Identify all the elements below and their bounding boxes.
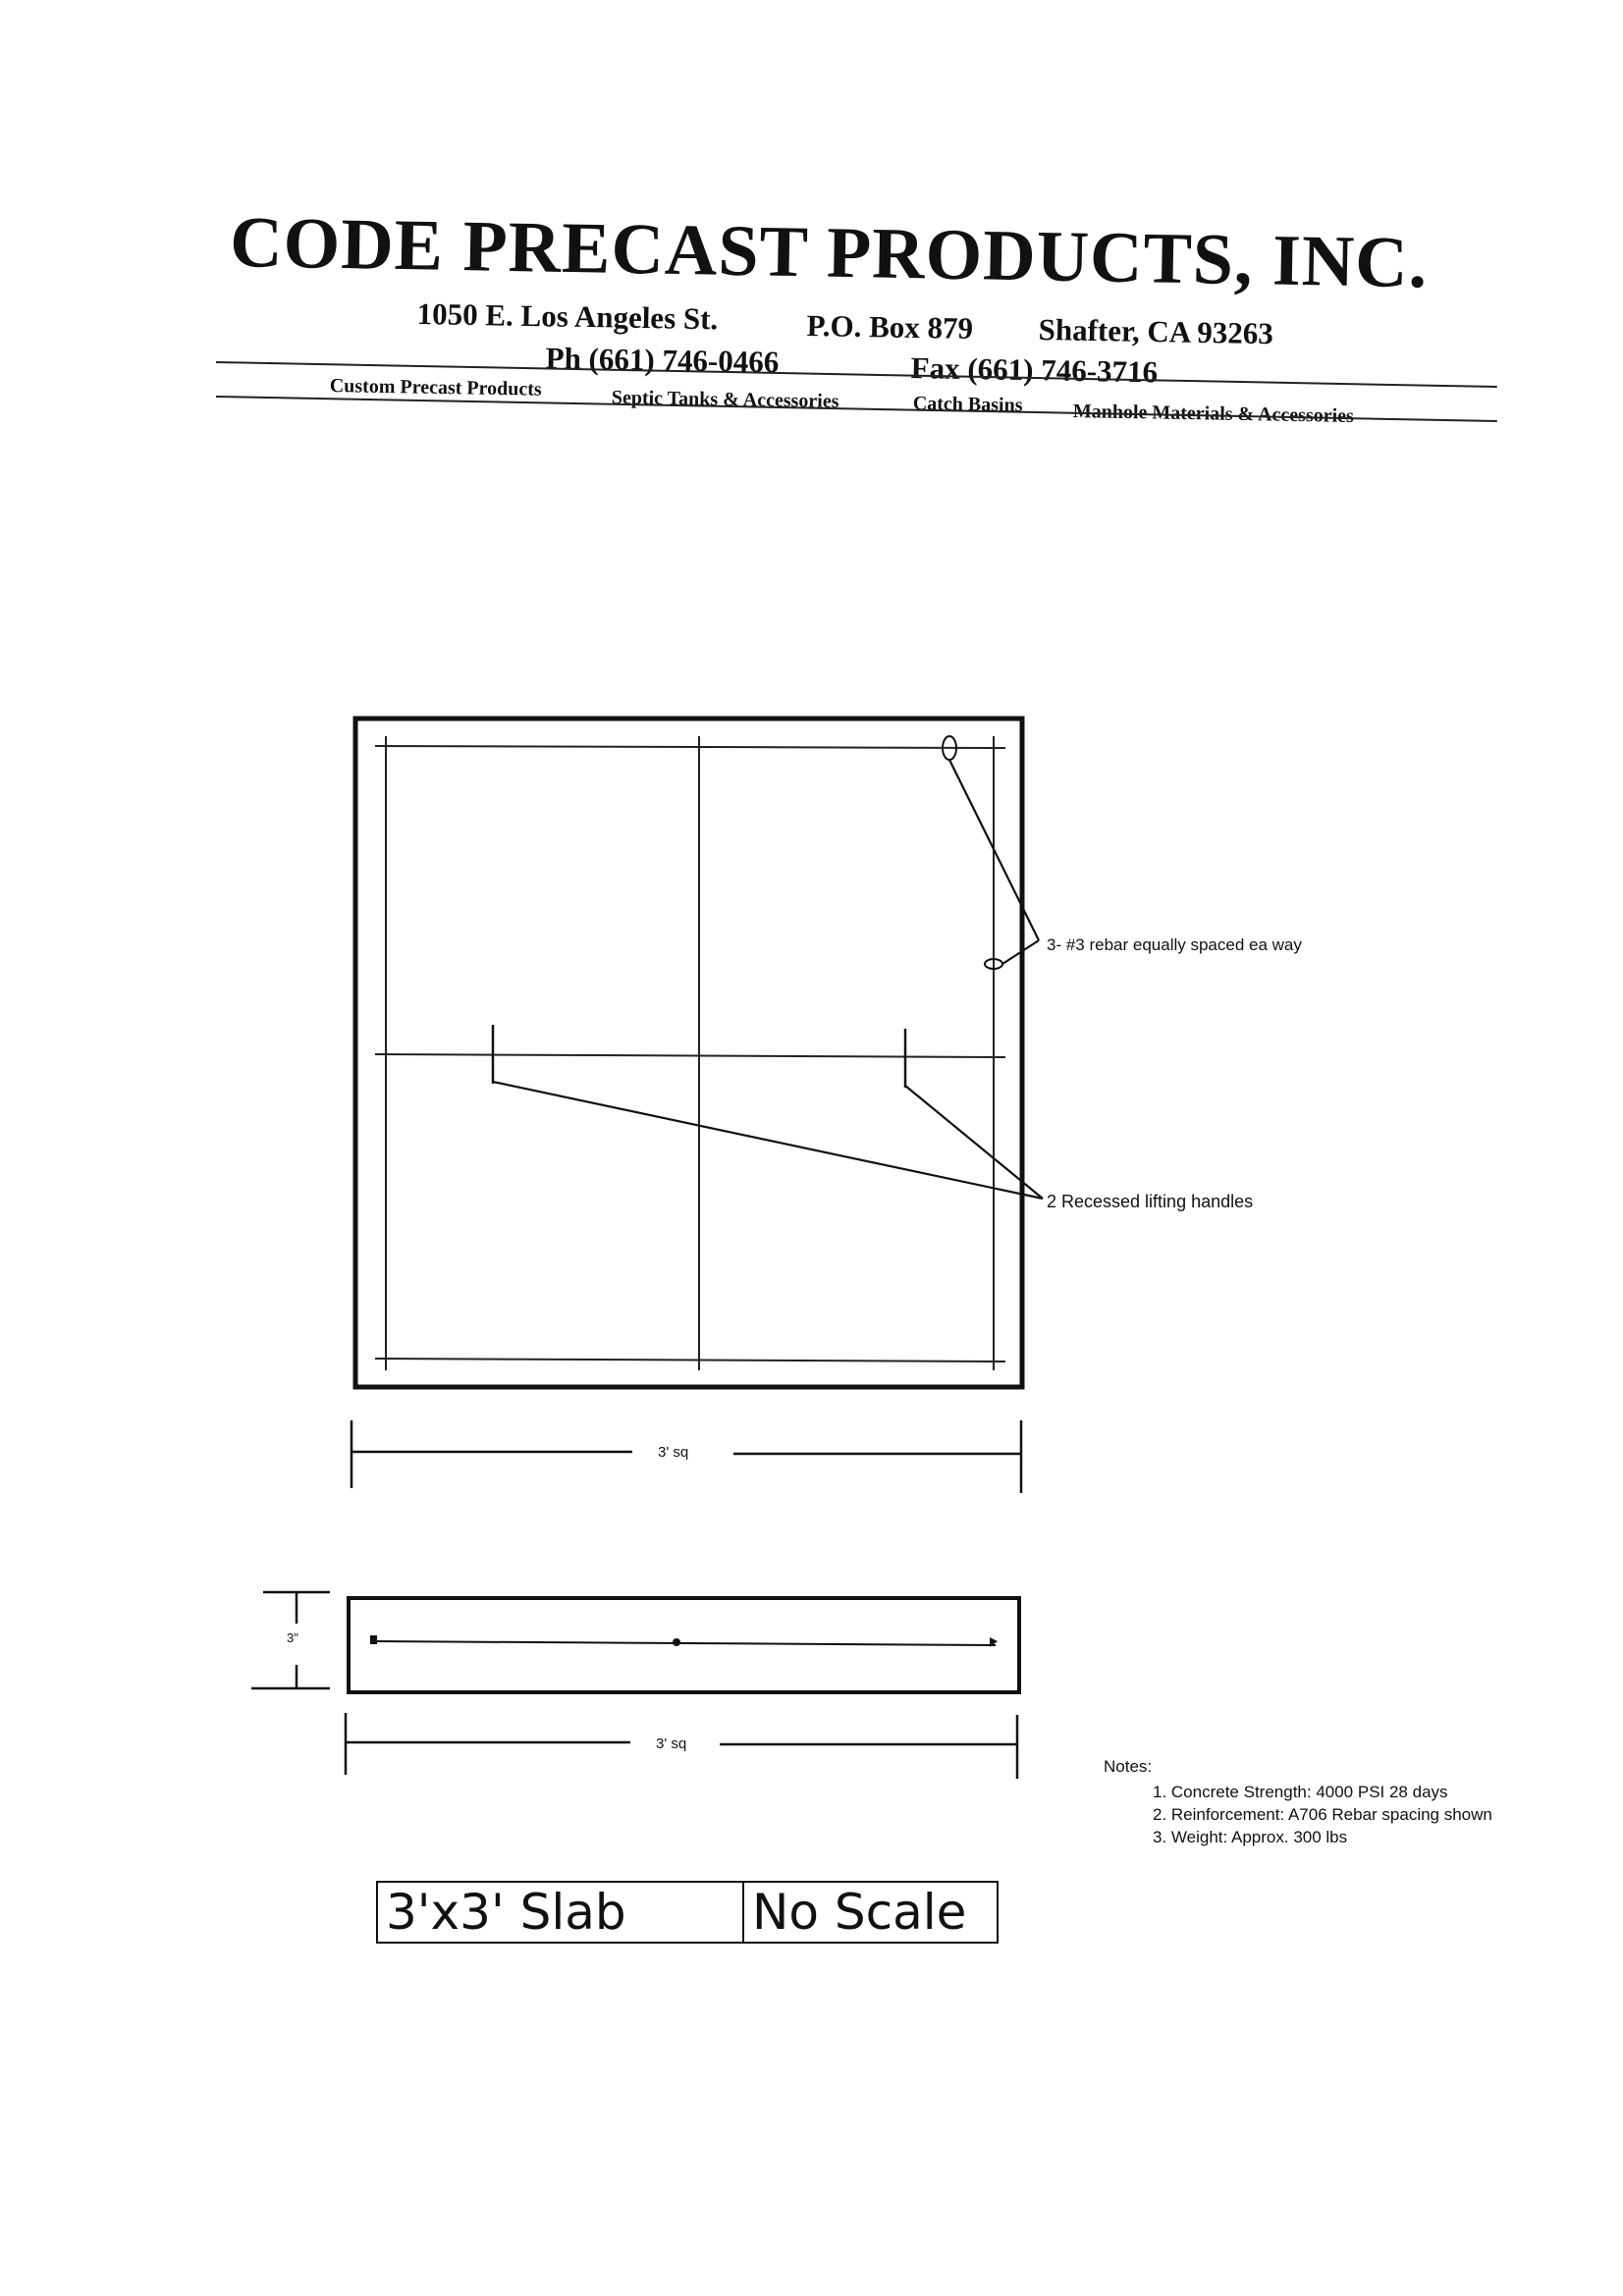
note-item: 1. Concrete Strength: 4000 PSI 28 days	[1153, 1783, 1448, 1801]
rebar-grid	[375, 736, 1005, 1370]
fax-number: Fax (661) 746-3716	[910, 350, 1159, 390]
service-custom-precast: Custom Precast Products	[329, 375, 542, 400]
plan-view	[355, 719, 1302, 1387]
handle-leader-left	[493, 1082, 1043, 1199]
note-item: 3. Weight: Approx. 300 lbs	[1153, 1828, 1348, 1846]
po-box: P.O. Box 879	[806, 308, 974, 346]
handles-callout: 2 Recessed lifting handles	[1047, 1192, 1254, 1211]
address: 1050 E. Los Angeles St.	[416, 296, 719, 337]
rebar-middle-horizontal	[375, 1054, 1005, 1057]
rebar-top	[375, 746, 1005, 748]
leader-lines	[493, 760, 1043, 1199]
section-rebar	[373, 1641, 996, 1645]
city-state-zip: Shafter, CA 93263	[1038, 312, 1274, 351]
scale-label: No Scale	[752, 1884, 967, 1941]
rebar-bottom	[375, 1359, 1005, 1362]
service-catch-basins: Catch Basins	[912, 393, 1023, 416]
title-block	[376, 1881, 999, 1944]
service-septic-tanks: Septic Tanks & Accessories	[611, 387, 839, 413]
slab-outline	[355, 719, 1022, 1387]
thickness-label: 3"	[287, 1630, 298, 1645]
section-rebar-end-left	[370, 1635, 377, 1644]
company-name: CODE PRECAST PRODUCTS, INC.	[229, 201, 1429, 304]
service-manhole-materials: Manhole Materials & Accessories	[1072, 400, 1355, 427]
notes-block	[1104, 1757, 1492, 1850]
phone-number: Ph (661) 746-0466	[545, 341, 780, 380]
section-dimension-label: 3' sq	[656, 1735, 687, 1752]
section-view	[349, 1598, 1019, 1692]
notes-title: Notes:	[1104, 1757, 1153, 1776]
drawing-title: 3'x3' Slab	[378, 1883, 744, 1942]
rebar-callout: 3- #3 rebar equally spaced ea way	[1047, 935, 1302, 954]
plan-dimension-label: 3' sq	[658, 1444, 689, 1461]
section-rebar-dot	[673, 1638, 680, 1646]
note-item: 2. Reinforcement: A706 Rebar spacing shown	[1153, 1805, 1492, 1824]
